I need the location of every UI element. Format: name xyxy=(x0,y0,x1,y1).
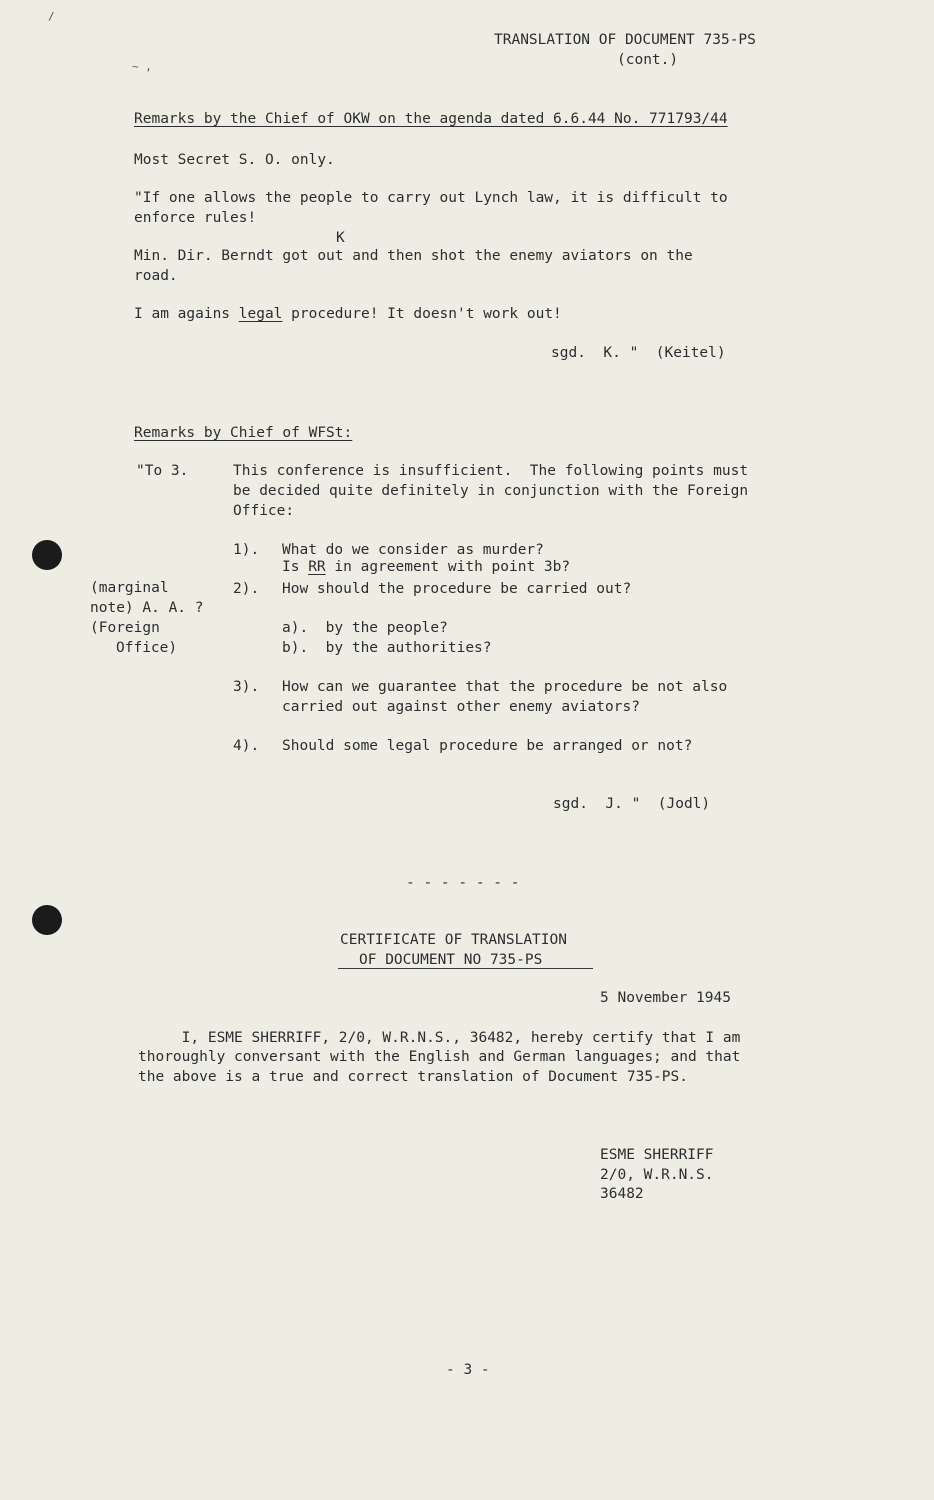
item-3-line2: carried out against other enemy aviators? xyxy=(282,699,640,715)
okw-quote3 xyxy=(134,304,562,324)
wfst-intro-line2: be decided quite definitely in conjunction with the Foreign xyxy=(233,483,749,499)
wfst-heading: Remarks by Chief of WFSt: xyxy=(134,425,353,441)
wfst-to3: "To 3. xyxy=(136,463,189,479)
item-2-sub-a: a). by the people? xyxy=(282,620,448,636)
section-separator: - - - - - - - xyxy=(406,875,520,891)
header-title: TRANSLATION OF DOCUMENT 735-PS xyxy=(494,32,756,48)
stray-mark: / xyxy=(48,10,55,23)
item-4-number: 4). xyxy=(233,738,260,754)
punch-hole xyxy=(32,540,62,570)
translator-rank: 2/0, W.R.N.S. xyxy=(600,1167,714,1183)
item-2-line1: How should the procedure be carried out? xyxy=(282,581,632,597)
okw-quote3-pre: I am agains xyxy=(134,306,239,322)
item-3-number: 3). xyxy=(233,679,260,695)
certificate-body-line1: I, ESME SHERRIFF, 2/0, W.R.N.S., 36482, hereby certify that I am xyxy=(138,1030,741,1046)
item-4-line1: Should some legal procedure be arranged or not? xyxy=(282,738,693,754)
okw-heading: Remarks by the Chief of OKW on the agenda dated 6.6.44 No. 771793/44 xyxy=(134,111,728,127)
okw-quote1-line1: "If one allows the people to carry out Lynch law, it is difficult to xyxy=(134,190,728,206)
item-1-underlined: RR xyxy=(308,559,326,575)
page-number: - 3 - xyxy=(446,1362,490,1378)
okw-quote1-line2: enforce rules! xyxy=(134,210,257,226)
okw-quote3-post: procedure! It doesn't work out! xyxy=(282,306,562,322)
item-1-line1: What do we consider as murder? xyxy=(282,542,544,558)
certificate-title-line1: CERTIFICATE OF TRANSLATION xyxy=(340,932,567,948)
punch-hole xyxy=(32,905,62,935)
item-2-number: 2). xyxy=(233,581,260,597)
translator-name: ESME SHERRIFF xyxy=(600,1147,714,1163)
okw-quote3-underlined: legal xyxy=(238,306,283,322)
okw-quote2-line1: Min. Dir. Berndt got out and then shot the enemy aviators on the xyxy=(134,248,693,264)
item-1-number: 1). xyxy=(233,542,260,558)
marginal-note-line3: (Foreign xyxy=(90,620,160,636)
okw-k-mark: K xyxy=(336,230,345,246)
item-1-line2 xyxy=(282,557,570,577)
item-3-line1: How can we guarantee that the procedure be not also xyxy=(282,679,728,695)
wfst-signature: sgd. J. " (Jodl) xyxy=(553,796,711,812)
certificate-body-line2: thoroughly conversant with the English and German languages; and that xyxy=(138,1049,741,1065)
certificate-date: 5 November 1945 xyxy=(600,990,731,1006)
marginal-note-line1: (marginal xyxy=(90,580,169,596)
certificate-title-line2: OF DOCUMENT NO 735-PS xyxy=(359,952,543,968)
wfst-intro-line3: Office: xyxy=(233,503,295,519)
header-cont: (cont.) xyxy=(617,52,679,68)
certificate-body-line3: the above is a true and correct translation of Document 735-PS. xyxy=(138,1069,688,1085)
certificate-title-rule xyxy=(338,968,593,969)
okw-secret: Most Secret S. O. only. xyxy=(134,152,335,168)
marginal-note-line2: note) A. A. ? xyxy=(90,600,204,616)
okw-quote2-line2: road. xyxy=(134,268,178,284)
wfst-intro-line1: This conference is insufficient. The following points must xyxy=(233,463,749,479)
stray-mark: ~ , xyxy=(132,60,152,73)
item-2-sub-b: b). by the authorities? xyxy=(282,640,492,656)
marginal-note-line4: Office) xyxy=(116,640,178,656)
item-1-post: in agreement with point 3b? xyxy=(325,559,571,575)
okw-signature: sgd. K. " (Keitel) xyxy=(551,345,726,361)
translator-number: 36482 xyxy=(600,1186,644,1202)
item-1-pre: Is xyxy=(282,559,309,575)
